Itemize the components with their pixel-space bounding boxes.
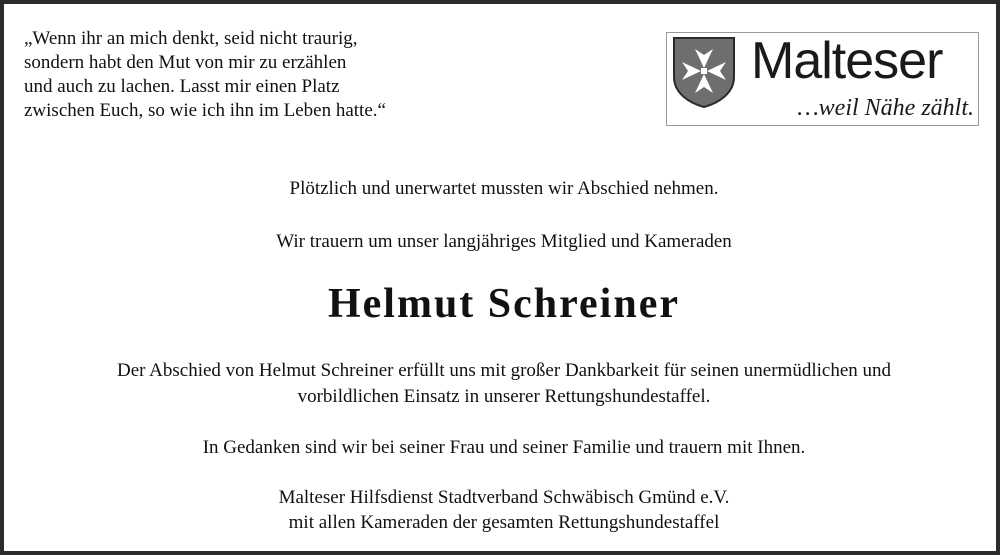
tribute-line-2: vorbildlichen Einsatz in unserer Rettungshundestaffel. [297, 386, 711, 407]
maltese-cross-shield-icon [671, 35, 737, 109]
quote-line-4: zwischen Euch, so wie ich ihn im Leben hatte.“ [24, 100, 386, 121]
condolence-line: In Gedanken sind wir bei seiner Frau und seiner Familie und trauern mit Ihnen. [202, 437, 806, 458]
deceased-name: Helmut Schreiner [327, 281, 680, 327]
brand-tagline: …weil Nähe zählt. [797, 95, 974, 121]
quote-line-3: und auch zu lachen. Lasst mir einen Platz [24, 76, 340, 97]
intro-line-2: Wir trauern um unser langjähriges Mitglied und Kameraden [276, 231, 732, 252]
signature-line-2: mit allen Kameraden der gesamten Rettungshundestaffel [288, 512, 720, 533]
signature-line-1: Malteser Hilfsdienst Stadtverband Schwäbisch Gmünd e.V. [278, 487, 730, 508]
quote-line-1: „Wenn ihr an mich denkt, seid nicht traurig, [24, 28, 358, 49]
memorial-quote [24, 27, 494, 123]
intro-line-1: Plötzlich und unerwartet mussten wir Abschied nehmen. [289, 178, 719, 199]
malteser-logo [666, 32, 979, 126]
brand-name: Malteser [751, 32, 943, 90]
quote-line-2: sondern habt den Mut von mir zu erzählen [24, 52, 347, 73]
tribute-line-1: Der Abschied von Helmut Schreiner erfüllt uns mit großer Dankbarkeit für seinen unermüdlichen und [116, 360, 892, 381]
